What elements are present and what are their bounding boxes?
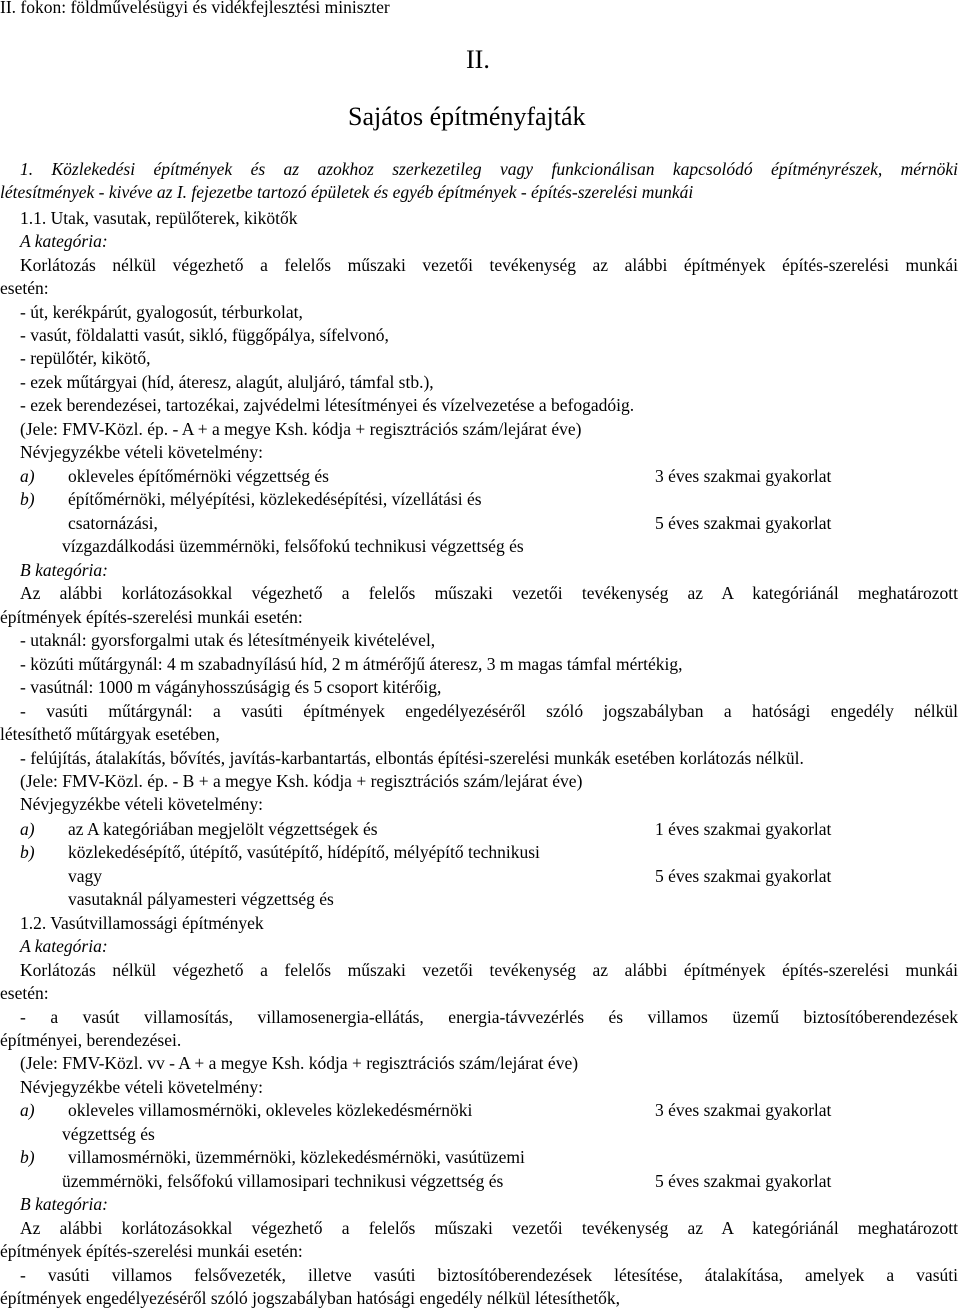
requirement-experience-row [0,1098,960,1122]
list-item-cont: építmények engedélyezéséről szóló jogszabályban hatósági engedély nélkül létesíthetők, [0,1288,621,1308]
header-text: II. fokon: földművelésügyi és vidékfejlesztési miniszter [0,0,390,17]
requirement-row-b [20,1145,960,1169]
requirement-heading: Névjegyzékbe vételi követelmény: [20,1077,263,1097]
section-heading-1-1: 1.1. Utak, vasutak, repülőterek, kikötők [20,208,298,228]
paragraph-line: Az alábbi korlátozásokkal végezhető a felelős műszaki vezetői tevékenység az A kategóriánál meghatározott [20,583,958,603]
requirement-experience: 5 éves szakmai gyakorlat [655,513,832,533]
label-b: b) [20,1147,35,1167]
part-title: Sajátos építményfajták [348,102,586,131]
requirement-text: okleveles építőmérnöki végzettség és [68,466,329,486]
requirement-heading: Névjegyzékbe vételi követelmény: [20,442,263,462]
requirement-text: vasutaknál pályamesteri végzettség és [68,889,334,909]
part-number: II. [466,45,490,74]
label-a: a) [20,819,35,839]
requirement-text: az A kategóriában megjelölt végzettségek és [68,819,378,839]
requirement-experience-row [0,1169,960,1193]
category-a-heading: A kategória: [20,936,108,956]
list-item: - közúti műtárgynál: 4 m szabadnyílású híd, 2 m átmérőjű áteresz, 3 m magas támfal mértékig, [20,654,683,674]
section-heading-1-2: 1.2. Vasútvillamossági építmények [20,913,264,933]
chapter-heading: 1. Közlekedési építmények és az azokhoz szerkezetileg vagy funkcionálisan kapcsolódó építményrészek, mérnöki [20,159,958,179]
paragraph-line: esetén: [0,983,49,1003]
requirement-experience-row [0,817,960,841]
list-item: - vasúti műtárgynál: a vasúti építmények engedélyezéséről szóló jogszabályban a hatósági engedély nélkül [20,701,958,721]
requirement-experience: 5 éves szakmai gyakorlat [655,866,832,886]
requirement-text: végzettség és [62,1124,155,1144]
list-item-cont: építményei, berendezései. [0,1030,182,1050]
category-b-heading: B kategória: [20,1194,108,1214]
requirement-text: villamosmérnöki, üzemmérnöki, közlekedésmérnöki, vasútüzemi [68,1147,525,1167]
requirement-experience-row [0,864,960,888]
requirement-text: csatornázási, [68,513,158,533]
list-item: - ezek műtárgyai (híd, áteresz, alagút, aluljáró, támfal stb.), [20,372,434,392]
requirement-text: vízgazdálkodási üzemmérnöki, felsőfokú technikusi végzettség és [62,536,524,556]
requirement-text: üzemmérnöki, felsőfokú villamosipari technikusi végzettség és [62,1171,504,1191]
list-item-cont: létesíthető műtárgyak esetében, [0,724,220,744]
list-item: - repülőtér, kikötő, [20,348,151,368]
registration-code: (Jele: FMV-Közl. ép. - A + a megye Ksh. kódja + regisztrációs szám/lejárat éve) [20,419,582,439]
list-item: - a vasút villamosítás, villamosenergia-ellátás, energia-távvezérlés és villamos üzemű biztosítóberendezések [20,1007,958,1027]
requirement-heading: Névjegyzékbe vételi követelmény: [20,794,263,814]
requirement-row-b-cont [20,534,960,558]
registration-code: (Jele: FMV-Közl. vv - A + a megye Ksh. kódja + regisztrációs szám/lejárat éve) [20,1053,579,1073]
paragraph-line: Az alábbi korlátozásokkal végezhető a felelős műszaki vezetői tevékenység az A kategóriánál meghatározott [20,1218,958,1238]
paragraph-line: építmények építés-szerelési munkái esetén: [0,1241,303,1261]
paragraph-line: Korlátozás nélkül végezhető a felelős műszaki vezetői tevékenység az alábbi építmények építés-szerelési munkái [20,960,958,980]
requirement-experience-row [0,464,960,488]
category-b-heading: B kategória: [20,560,108,580]
label-b: b) [20,842,35,862]
requirement-text: építőmérnöki, mélyépítési, közlekedésépítési, vízellátási és [68,489,482,509]
list-item: - utaknál: gyorsforgalmi utak és létesítményeik kivételével, [20,630,436,650]
requirement-experience-row [0,511,960,535]
requirement-text: közlekedésépítő, útépítő, vasútépítő, hídépítő, mélyépítő technikusi [68,842,540,862]
requirement-row-b [20,840,960,864]
requirement-experience: 5 éves szakmai gyakorlat [655,1171,832,1191]
label-b: b) [20,489,35,509]
category-a-heading: A kategória: [20,231,108,251]
label-a: a) [20,466,35,486]
list-item: - vasút, földalatti vasút, sikló, függőpálya, sífelvonó, [20,325,389,345]
registration-code: (Jele: FMV-Közl. ép. - B + a megye Ksh. kódja + regisztrációs szám/lejárat éve) [20,771,583,791]
requirement-row-b [20,487,960,511]
paragraph-line: építmények építés-szerelési munkái esetén: [0,607,303,627]
list-item: - vasútnál: 1000 m vágányhosszúságig és 5 csoport kitérőig, [20,677,442,697]
label-a: a) [20,1100,35,1120]
requirement-experience: 3 éves szakmai gyakorlat [655,1100,832,1120]
list-item: - vasúti villamos felsővezeték, illetve vasúti biztosítóberendezések létesítése, átalakítása, amelyek a vasúti [20,1265,958,1285]
requirement-text: vagy [68,866,103,886]
paragraph-line: esetén: [0,278,49,298]
paragraph-line: Korlátozás nélkül végezhető a felelős műszaki vezetői tevékenység az alábbi építmények építés-szerelési munkái [20,255,958,275]
requirement-row-b-cont [20,887,960,911]
requirement-experience: 1 éves szakmai gyakorlat [655,819,832,839]
list-item: - ezek berendezései, tartozékai, zajvédelmi létesítményei és vízelvezetése a befogadóig. [20,395,635,415]
requirement-text: okleveles villamosmérnöki, okleveles közlekedésmérnöki [68,1100,473,1120]
chapter-heading-cont: létesítmények - kivéve az I. fejezetbe tartozó épületek és egyéb építmények - építés-szerelési munkái [0,182,694,202]
list-item: - út, kerékpárút, gyalogosút, térburkolat, [20,302,303,322]
requirement-row-a-cont [20,1122,960,1146]
requirement-experience: 3 éves szakmai gyakorlat [655,466,832,486]
list-item: - felújítás, átalakítás, bővítés, javítás-karbantartás, elbontás építési-szerelési munkák esetében korlátozás nélkül. [20,748,804,768]
